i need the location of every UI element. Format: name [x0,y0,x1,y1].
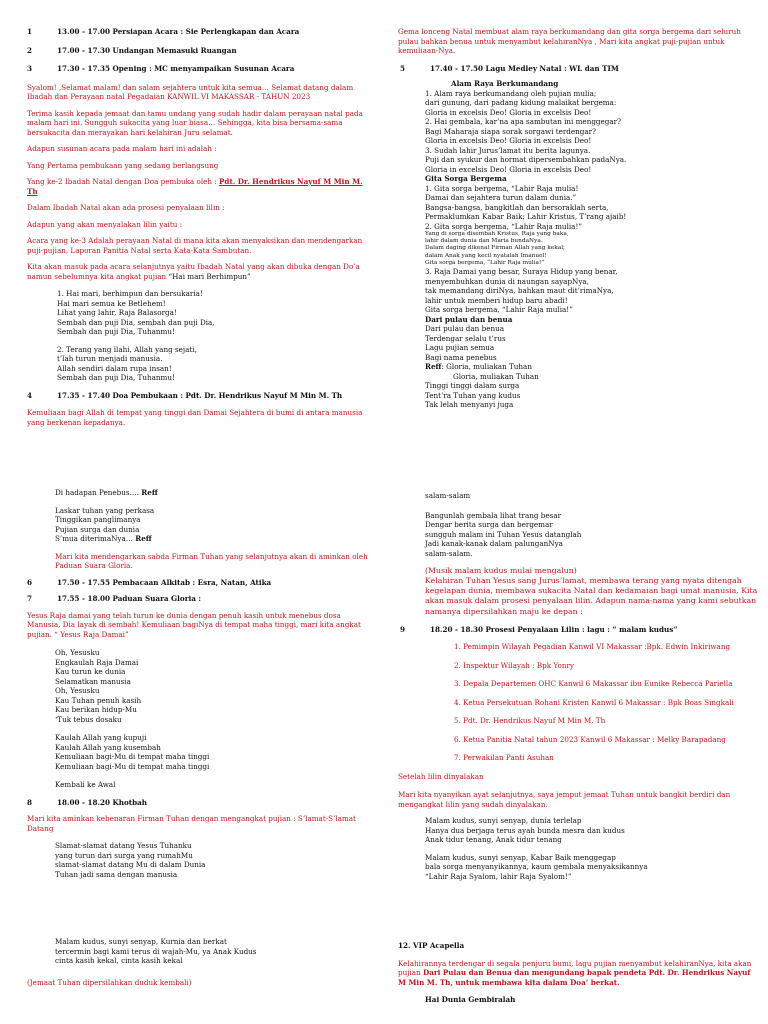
agenda-text: 17.40 - 17.50 Lagu Medley Natal : WL dan TIM [430,63,619,73]
acapella-intro-bold: Dari Pulau dan Benua dan mengundang bapak pendeta Pdt. Dr. Hendrikus Nayuf M Min M. Th, untuk membawa kita dalam Doa’ berkat. [398,968,751,987]
medley-song-2b: 3. Raja Damai yang besar, Suraya Hidup yang benar, menyembuhkan dunia di naungan sayapNya, tak memandang diriNya, bahkan maut dit’rimaNya, lahir untuk memberi hidup baru abadi! Gita sorga bergema, “Lahir Raja mulia!” [425,267,618,315]
agenda-number: 8 [27,797,33,807]
list-item: 6. Ketua Panitia Natal tahun 2023 Kanwil 6 Makassar : Melky Barapadang [454,734,726,744]
agenda-row-3 [27,64,372,74]
song-title-1: Alam Raya Berkumandang [451,79,559,88]
glory-paragraph: Kemuliaan bagi Allah di tempat yang tinggi dan Damai Sejahtera di bumi di antara manusia yang berkenan kepadanya. [27,408,363,427]
agenda-text: 17.00 - 17.30 Undangan Memasuki Ruangan [57,45,237,55]
acapella-intro [398,959,758,988]
silent-night-verse: Malam kudus, sunyi senyap, Kurnia dan berkat tercermin bagi kami terus di wajah-Mu, ya Anak Kudus cinta kasih kekal, cinta kasih kekal [55,937,257,965]
agenda-row-7 [27,594,372,604]
choir-song-3: Kembali ke Awal [55,780,116,789]
pastor-name: Pdt. Dr. Hendrikus Nayuf M Min M. Th [27,177,363,196]
agenda-text: 18.20 - 18.30 Prosesi Penyalaan Lilin : lagu : “ malam kudus” [430,624,678,634]
page-2-top-right [384,0,768,512]
agenda-row-8 [27,798,372,808]
medley-song-3b: Tinggi tinggi dalam surga Tent’ra Tuhan yang kudus Tak lelah menyanyi juga [425,381,521,410]
agenda-number: 9 [400,624,406,634]
after-lighting: Setelah lilin dinyalakan [398,771,484,781]
vip-acapella: 12. VIP Acapella [398,941,465,951]
reff-label: Reff [425,362,442,372]
choir-intro: Yesus Raja damai yang telah turun ke dunia dengan penuh kasih untuk menebus dosa Manusia, Dia layak di sembah! Kemuliaan bagiNya di tempat maha tinggi, mari kita angkat pujian. “ Yesus Raja Damai” [27,610,361,639]
page-4-bottom-right [384,488,768,1024]
song-title-3: Dari pulau dan benua [425,314,513,324]
agenda-number: 3 [27,64,33,73]
lyric-line: salam-salam [425,491,471,500]
sit-down-note: (Jemaat Tuhan dipersilahkan duduk kembali) [27,977,192,987]
medley-song-1: 1. Alam raya berkumandang oleh pujian mulia; dari gunung, dari padang kidung malaikat bergema: Gloria in excelsis Deo! Gloria in excelsis Deo! 2. Hai gembala, kar’na apa sambutan ini menggegar? Bagi Maharaja siapa sorak sorgawi terdengar? Gloria in excelsis Deo! Gloria in excelsis Deo! 3. Sudah lahir Jurus’lamat itu berita lagunya. Puji dan syukur dan hormat dipersembahkan padaNya. Gloria in excelsis Deo! Gloria in excelsis Deo! [425,88,627,174]
medley-song-2a: 1. Gita sorga bergema, “Lahir Raja mulia! Damai dan sejahtera turun dalam dunia.” Bangsa-bangsa, bangkitlah dan bersoraklah serta, Permaklumkan Kabar Baik; Lahir Kristus, T’rang ajaib! 2. Gita sorga bergema, “Lahir Raja mulia!” [425,183,627,231]
agenda-number: 2 [27,45,33,55]
agenda-text: 17.55 - 18.00 Paduan Suara Gloria : [57,594,202,603]
welcome-paragraph: Syalom! ,Selamat malam! dan salam sejahtera untuk kita semua… Selamat datang dalam Ibadah dan Perayaan natal Pegadaian KANWIL VI MAKASSAR - TAHUN 2023 [27,82,354,101]
welcome-song: Slamat-slamat datang Yesus Tuhanku yang turun dari surga yang rumahMu slamat-slamat datang Mu di dalam Dunia Tuhan jadi sama dengan manusia [55,841,206,879]
agenda-number: 6 [27,577,33,587]
list-item: 5. Pdt. Dr. Hendrikus Nayuf M Min M. Th [454,716,606,726]
reff-text: : Gloria, muliakan Tuhan [441,362,532,372]
agenda-row-4 [27,391,372,401]
reff-label: Reff [135,534,152,543]
stand-up-note: Mari kita nyanyikan ayat selanjutnya, saya jemput jemaat Tuhan untuk bangkit berdiri dan mengangkat lilin yang sudah dinyalakan. [398,790,731,809]
agenda-number: 4 [27,390,33,400]
reff-line-1 [425,362,758,372]
final-song-title: Hai Dunia Gembiralah [425,995,516,1005]
lyric-verse-1: 1. Hai mari, berhimpun dan bersukaria! Hai mari semua ke Betlehem! Lihat yang lahir, Raja Balasorga! Sembah dan puji Dia, sembah dan puji Dia, Sembah dan puji Dia, Tuhanmu! [57,289,215,336]
agenda-row-6 [27,578,372,588]
lyric-line-reff-2 [27,534,372,544]
agenda-row-1 [27,27,372,37]
agenda-text: 17.30 - 17.35 Opening : MC menyampaikan Susunan Acara [57,64,295,73]
candle-intro: (Musik malam kudus mulai mengalun) Kelahiran Tuhan Yesus sang Jurus’lamat, membawa terang yang nyata ditengah kegelapan dunia, membawa sukacita Natal dan kedamaian bagi umat manusia, Kita akan masuk dalam prosesi penyalaan lilin. Adapun nama-nama yang kami sebutkan namanya dipersilahkan maju ke depan : [425,566,758,616]
silent-night-verse-2: Malam kudus, sunyi senyap, dunia terlelap Hanya dua berjaga terus ayah bunda mesra dan kudus Anak tidur tenang, Anak tidur tenang [425,816,625,845]
agenda-number: 5 [400,63,406,73]
page-1-top-left [0,0,384,512]
reff-line-2: Gloria, muliakan Tuhan [453,371,539,381]
reff-label: Reff [141,488,158,497]
list-item: 7. Perwakilan Panti Asuhan [454,753,554,763]
sermon-response: Mari kita aminkan kebenaran Firman Tuhan dengan mengangkat pujian : S’lamat-S’lamat Datang [27,814,356,833]
agenda-text: 13.00 - 17.00 Persiapan Acara : Sie Perlengkapan dan Acara [57,27,300,36]
agenda-row-2 [27,46,372,56]
agenda-text: 17.50 - 17.55 Pembacaan Alkitab : Esra, Natan, Atika [57,577,272,587]
agenda-intro: Adapun susunan acara pada malam hari ini adalah : [27,144,217,153]
agenda-text: 17.35 - 17.40 Doa Pembukaan : Pdt. Dr. Hendrikus Nayuf M Min M. Th [57,390,343,400]
song-title-quote: “Hai mari Berhimpun” [168,271,251,281]
lyric-block-a: Laskar tuhan yang perkasa Tinggikan panglimanya Pujian surga dan dunia [55,505,155,534]
agenda-row-5 [398,64,758,74]
candle-lighters-intro: Adapun yang akan menyalakan lilin yaitu : [27,219,183,229]
first-item-text: Yang Pertama pembukaan yang sedang berlangsung [27,160,219,170]
next-item-red: Kita akan masuk pada acara selanjutnya yaitu Ibadah Natal yang akan dibuka dengan Do’a namun sebelumnya kita angkat pujian [27,262,360,281]
medley-song-3: Dari pulau dan benua Terdengar selalu t’rus Lagu pujian semua Bagi nama penebus [425,324,506,362]
medley-song-2-small: Yang di sorga disembah Kristus, Raja yang baka, lahir dalam dunia dan Maria bundaNya. Dalam daging dikenal Firman Allah yang kekal; dalam Anak yang kecil nyatalah Imanuel! Gita sorga bergema, “Lahir Raja mulia!” [425,231,569,266]
next-item-text [27,262,372,281]
candle-procession-text: Dalam Ibadah Natal akan ada prosesi penyalaan lilin : [27,203,225,212]
choir-song-2: Kaulah Allah yang kupuji Kaulah Allah yang kusembah Kemuliaan bagi-Mu di tempat maha tinggi Kemuliaan bagi-Mu di tempat maha tinggi [55,733,210,771]
song-title-2: Gita Sorga Bergema [425,174,507,183]
second-item-text [27,177,372,196]
list-item: 4. Ketua Persekutuan Rohani Kristen Kanwil 6 Makassar : Bpk Boas Singkali [454,697,734,707]
agenda-text: 18.00 - 18.20 Khotbah [57,797,147,807]
scripture-intro: Mari kita mendengarkan sabda Firman Tuhan yang selanjutnya akan di aminkan oleh Paduan Suara Gloria. [55,551,368,570]
silent-night-verse-3: Malam kudus, sunyi senyap, Kabar Baik menggegap bala sorga menyanyikannya, kaum gembala menyaksikannya “Lahir Raja Syalom, lahir Raja Syalom!” [425,852,648,881]
lyric-line: S’mua diterimaNya… [55,534,136,543]
list-item: 1. Pemimpin Wilayah Pegadian Kanwil VI Makassar :Bpk. Edwin Inkiriwang [454,642,731,652]
agenda-row-9 [398,625,758,635]
thanks-paragraph: Terima kasih kepada jemaat dan tamu undang yang sudah hadir dalam perayaan natal pada malam hari ini. Sungguh sukacita yang luar biasa… Sehingga, kita bisa bersama-sama bersukacita dan merayakan hari kelahiran Juru selamat. [27,108,363,137]
bells-paragraph: Gema lonceng Natal membuat alam raya berkumandang dan gita sorga bergema dari seluruh pulau bahkan benua untuk menyambut kelahiranNya , Mari kita angkat puji-pujian untuk kemuliaan-Nya. [398,27,741,55]
page-3-content [0,488,384,1024]
lyric-line: Di hadapan Penebus…. [55,488,142,497]
shepherd-song: Bangunlah gembala lihat trang besar Dengar berita surga dan bergemar sungguh malam ini Tuhan Yesus datanglah Jadi kanak-kanak dalam palunganNya salam-salam. [425,510,582,558]
list-item: 3. Depala Departemen OHC Kanwil 6 Makassar ibu Eunike Rebecca Pariella [454,679,733,689]
third-item-text: Acara yang ke-3 Adalah perayaan Natal di mana kita akan menyaksikan dan mendengarkan puji-pujian, Laporan Panitia Natal serta Kata-Kata Sambutan. [27,236,363,255]
second-item-label: Yang ke-2 Ibadah Natal dengan Doa pembuka oleh : [27,177,220,186]
lyric-line-reff [27,488,372,498]
agenda-number: 7 [27,594,33,603]
list-item: 2. Inspektur Wilayah : Bpk Yonry [454,660,574,670]
candle-lighters-list [398,634,758,763]
acapella-intro-text: Kelahirannya terdengar di segala penjuru bumi, lagu pujian menyambut kelahiranNya, kita akan pujian [398,958,752,978]
lyric-verse-2: 2. Terang yang ilahi, Allah yang sejati, t’lah turun menjadi manusia. Allah sendiri dalam rupa insan! Sembah dan puji Dia, Tuhanmu! [57,344,197,382]
agenda-number: 1 [27,27,33,36]
choir-song-1: Oh, Yesusku Engkaulah Raja Damai Kau turun ke dunia Selamatkan manusia Oh, Yesusku Kau Tuhan penuh kasih Kau berikan hidup-Mu ‘Tuk tebus dosaku [55,648,142,724]
